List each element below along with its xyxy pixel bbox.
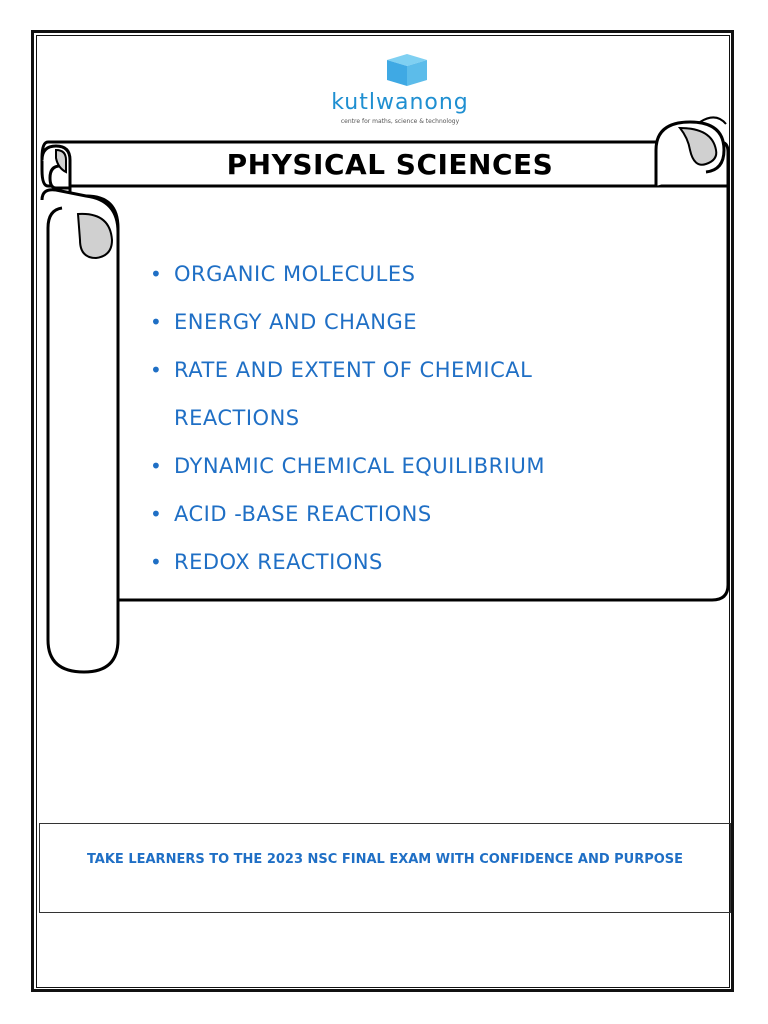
bullet-icon: • bbox=[150, 262, 163, 286]
list-item bbox=[148, 298, 708, 346]
topic-text: ACID -BASE REACTIONS bbox=[174, 502, 432, 526]
list-item bbox=[148, 250, 708, 298]
list-item bbox=[148, 538, 708, 586]
page-title: PHYSICAL SCIENCES bbox=[226, 148, 554, 181]
bullet-icon: • bbox=[150, 502, 163, 526]
list-item bbox=[148, 490, 708, 538]
topic-text: ENERGY AND CHANGE bbox=[174, 310, 418, 334]
bullet-icon: • bbox=[150, 454, 163, 478]
footer-banner bbox=[39, 823, 731, 913]
topic-text: RATE AND EXTENT OF CHEMICAL REACTIONS bbox=[174, 358, 533, 430]
topic-list bbox=[148, 250, 708, 586]
topic-text: REDOX REACTIONS bbox=[174, 550, 383, 574]
bullet-icon: • bbox=[150, 358, 163, 382]
logo-name: kutlwanong bbox=[331, 90, 469, 115]
logo-tagline: centre for maths, science & technology bbox=[340, 118, 460, 125]
bullet-icon: • bbox=[150, 550, 163, 574]
topic-text: DYNAMIC CHEMICAL EQUILIBRIUM bbox=[174, 454, 545, 478]
topic-text: ORGANIC MOLECULES bbox=[174, 262, 416, 286]
footer-text: TAKE LEARNERS TO THE 2023 NSC FINAL EXAM WITH CONFIDENCE AND PURPOSE bbox=[86, 852, 684, 867]
list-item bbox=[148, 346, 604, 442]
bullet-icon: • bbox=[150, 310, 163, 334]
list-item bbox=[148, 442, 708, 490]
